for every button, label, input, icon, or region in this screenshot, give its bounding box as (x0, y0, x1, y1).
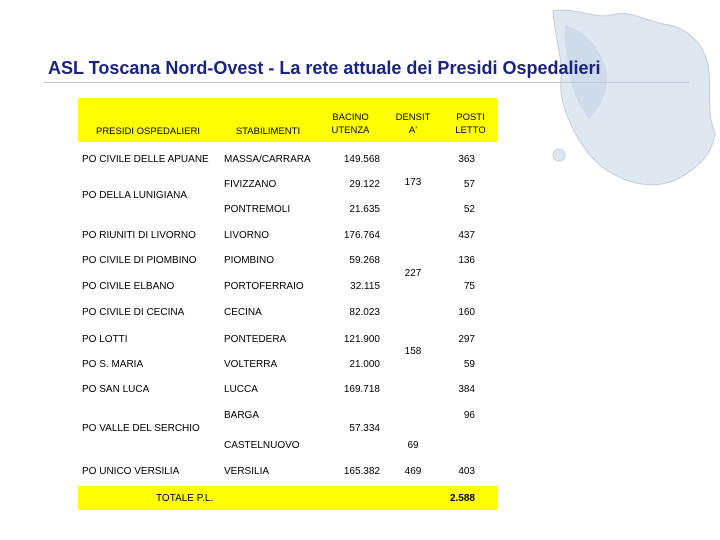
total-label: TOTALE P.L. (156, 493, 214, 504)
posti-cell: 297 (458, 334, 475, 345)
header-posti-line2: LETTO (455, 125, 486, 136)
presidio-cell: PO UNICO VERSILIA (82, 466, 180, 477)
posti-cell: 136 (458, 255, 475, 266)
presidio-cell: PO CIVILE DI CECINA (82, 307, 185, 318)
total-row-bg (78, 486, 498, 510)
stabilimento-cell: MASSA/CARRARA (224, 154, 311, 165)
posti-cell: 403 (458, 466, 475, 477)
header-posti-line1: POSTI (456, 112, 485, 123)
stabilimento-cell: CASTELNUOVO (224, 440, 300, 451)
total-value: 2.588 (449, 493, 475, 504)
presidio-cell: PO SAN LUCA (82, 384, 150, 395)
bacino-cell: 82.023 (349, 307, 380, 318)
presidio-cell: PO CIVILE DI PIOMBINO (82, 255, 197, 266)
posti-cell: 57 (463, 179, 475, 190)
stabilimento-cell: VERSILIA (224, 466, 270, 477)
presidio-cell: PO LOTTI (82, 334, 128, 345)
posti-cell: 437 (458, 230, 475, 241)
posti-cell: 59 (463, 359, 475, 370)
stabilimento-cell: LUCCA (224, 384, 258, 395)
header-stabilimenti: STABILIMENTI (235, 126, 301, 137)
densita-cell: 227 (404, 268, 422, 279)
densita-cell: 158 (404, 346, 422, 357)
posti-cell: 384 (458, 384, 475, 395)
bacino-cell: 21.000 (349, 359, 380, 370)
posti-cell: 75 (463, 281, 475, 292)
bacino-cell: 32.115 (350, 281, 380, 292)
bacino-cell: 169.718 (343, 384, 380, 395)
stabilimento-cell: VOLTERRA (224, 359, 278, 370)
elba-island-shape (553, 149, 565, 161)
bacino-cell: 165.382 (343, 466, 380, 477)
presidio-cell: PO CIVILE ELBANO (82, 281, 175, 292)
stabilimento-cell: PORTOFERRAIO (224, 281, 304, 292)
stabilimento-cell: BARGA (224, 410, 260, 421)
tuscany-map-image (545, 5, 720, 190)
header-presidio: PRESIDI OSPEDALIERI (95, 126, 200, 137)
bacino-cell: 57.334 (349, 423, 380, 434)
stabilimento-cell: FIVIZZANO (224, 179, 277, 190)
posti-cell: 160 (458, 307, 475, 318)
presidio-cell: PO RIUNITI DI LIVORNO (82, 230, 196, 241)
bacino-cell: 59.268 (349, 255, 380, 266)
header-densita-line1: DENSIT (395, 112, 431, 123)
page-title: ASL Toscana Nord-Ovest - La rete attuale dei Presidi Ospedalieri (48, 58, 601, 78)
bacino-cell: 29.122 (349, 179, 380, 190)
title-divider (44, 82, 689, 83)
stabilimento-cell: LIVORNO (224, 230, 270, 241)
bacino-cell: 21.635 (349, 204, 380, 215)
bacino-cell: 149.568 (343, 154, 380, 165)
presidio-cell: PO S. MARIA (82, 359, 144, 370)
densita-cell: 173 (404, 177, 422, 188)
presidio-cell: PO CIVILE DELLE APUANE (82, 154, 209, 165)
header-densita-line2: A' (408, 125, 418, 136)
presidio-cell: PO DELLA LUNIGIANA (82, 190, 188, 201)
bacino-cell: 121.900 (343, 334, 380, 345)
header-bacino-line1: BACINO (332, 112, 369, 123)
hospitals-table (78, 98, 498, 510)
posti-cell: 52 (463, 204, 475, 215)
presidio-cell: PO VALLE DEL SERCHIO (82, 423, 200, 434)
stabilimento-cell: PONTEDERA (224, 334, 287, 345)
stabilimento-cell: PIOMBINO (224, 255, 275, 266)
densita-cell: 469 (404, 466, 422, 477)
posti-cell: 363 (458, 154, 475, 165)
posti-cell: 96 (463, 410, 475, 421)
stabilimento-cell: CECINA (224, 307, 262, 318)
bacino-cell: 176.764 (343, 230, 380, 241)
stabilimento-cell: PONTREMOLI (224, 204, 291, 215)
densita-cell: 69 (407, 440, 419, 451)
header-bacino-line2: UTENZA (331, 125, 370, 136)
